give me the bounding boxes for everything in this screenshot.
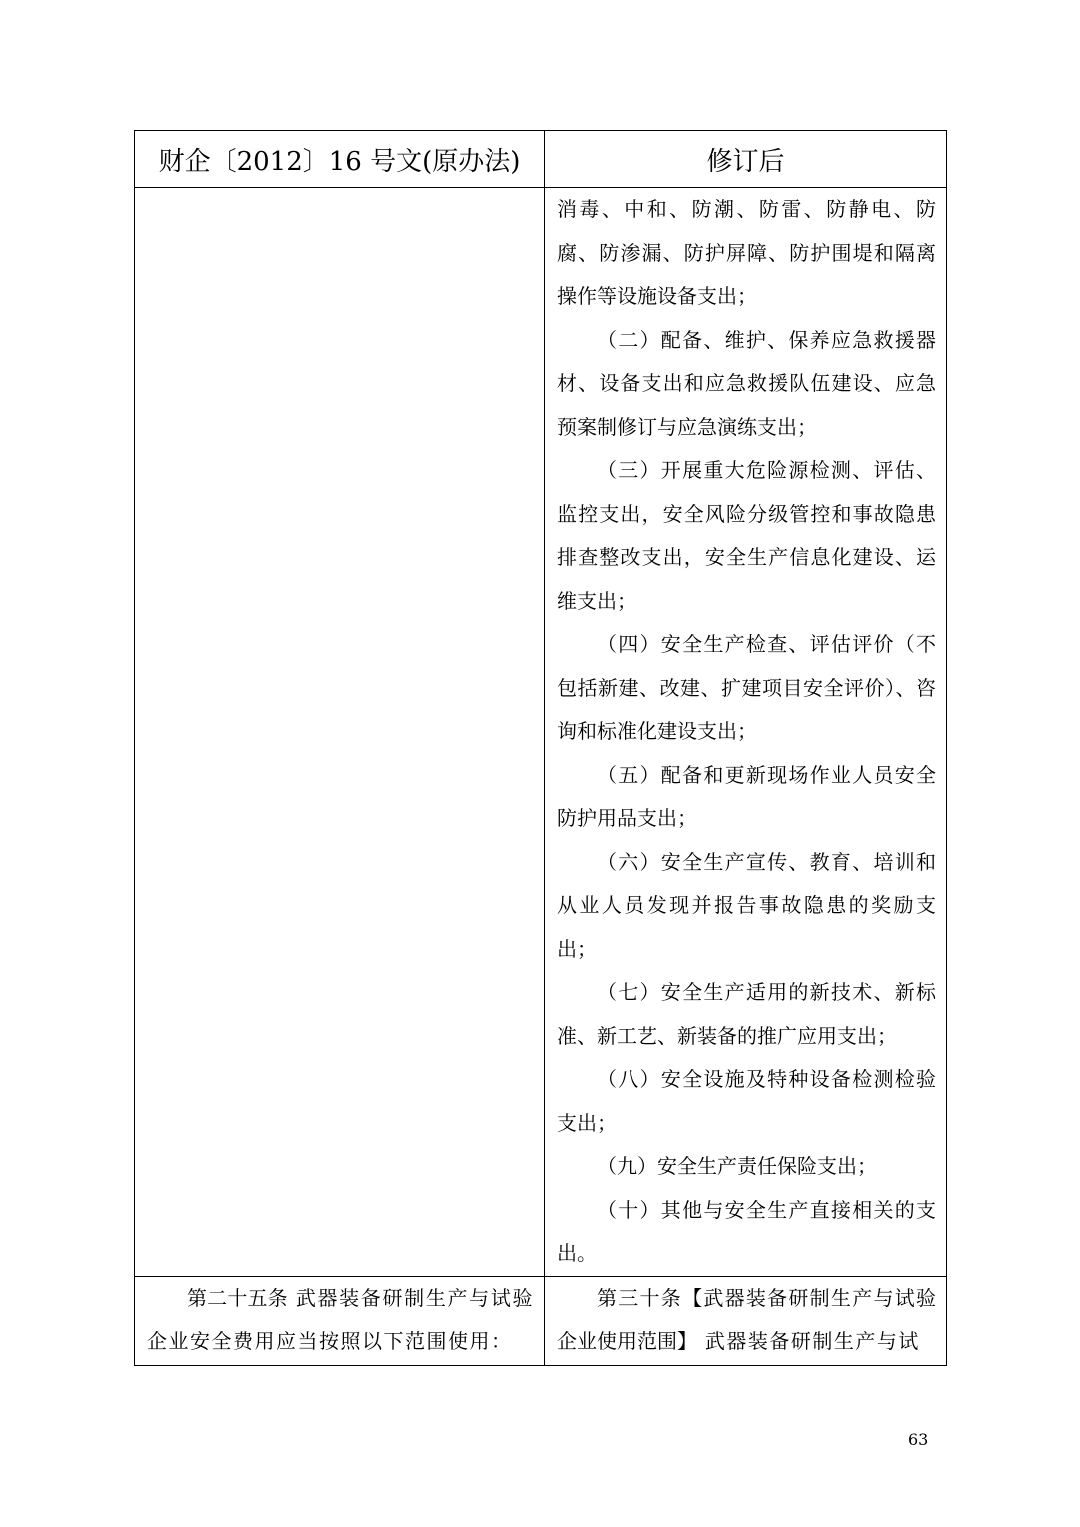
comparison-table xyxy=(134,130,947,1366)
original-article-text xyxy=(147,1277,534,1364)
revised-paragraph-10: （十）其他与安全生产直接相关的支出。 xyxy=(557,1197,936,1265)
revised-paragraph-5: （五）配备和更新现场作业人员安全防护用品支出； xyxy=(557,762,936,830)
revised-paragraph-6: （六）安全生产宣传、教育、培训和从业人员发现并报告事故隐患的奖励支出； xyxy=(557,849,936,961)
original-cell-empty xyxy=(135,188,545,1277)
article-body-original: 武器装备研制生产与试验企业安全费用应当按照以下范围使用： xyxy=(147,1285,535,1353)
header-original: 财企〔2012〕16 号文(原办法) xyxy=(135,131,545,188)
table-header-row xyxy=(135,131,947,188)
revised-article-cell xyxy=(545,1276,947,1365)
revised-paragraph-4: （四）安全生产检查、评估评价（不包括新建、改建、扩建项目安全评价）、咨询和标准化建设支出； xyxy=(557,632,936,743)
revised-article-text xyxy=(557,1277,936,1364)
table-row xyxy=(135,188,947,1277)
original-article-cell xyxy=(135,1276,545,1365)
revised-paragraph-1: 消毒、中和、防潮、防雷、防静电、防腐、防渗漏、防护屏障、防护围堤和隔离操作等设施设备支出； xyxy=(557,197,936,308)
revised-paragraph-8: （八）安全设施及特种设备检测检验支出； xyxy=(557,1067,936,1135)
article-number-original: 第二十五条 xyxy=(187,1285,288,1310)
revised-paragraph-2: （二）配备、维护、保养应急救援器材、设备支出和应急救援队伍建设、应急预案制修订与应急演练支出； xyxy=(557,327,936,439)
header-revised: 修订后 xyxy=(545,131,947,188)
table-row xyxy=(135,1276,947,1365)
revised-paragraph-9: （九）安全生产责任保险支出； xyxy=(597,1154,877,1178)
article-body-revised: 武器装备研制生产与试 xyxy=(697,1329,920,1353)
revised-paragraph-7: （七）安全生产适用的新技术、新标准、新工艺、新装备的推广应用支出； xyxy=(557,980,936,1048)
article-number-revised: 第三十条【武器装备研制生产与试验企业使用范围】 xyxy=(557,1285,936,1353)
revised-paragraph-3: （三）开展重大危险源检测、评估、监控支出，安全风险分级管控和事故隐患排查整改支出，安全生产信息化建设、运维支出； xyxy=(557,458,936,613)
page-number: 63 xyxy=(908,1430,929,1449)
revised-cell xyxy=(545,188,947,1277)
